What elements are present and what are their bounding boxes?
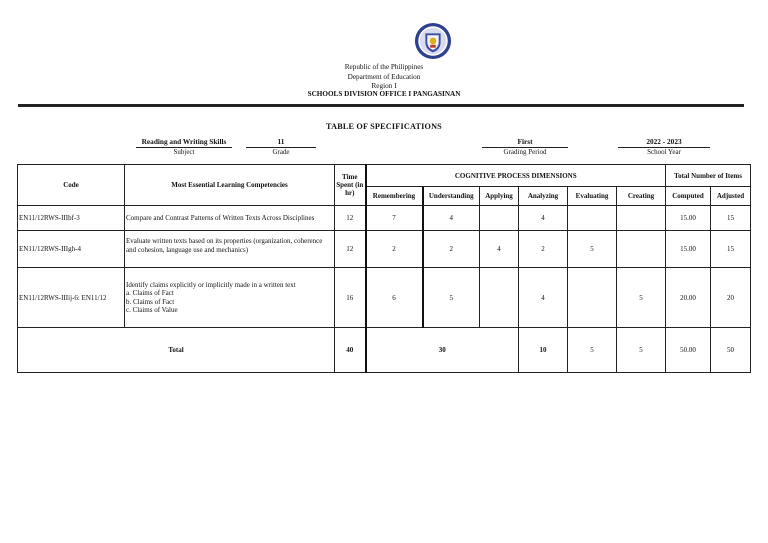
col-time: Time Spent (in hr) [335,165,366,206]
col-cognitive: COGNITIVE PROCESS DIMENSIONS [366,165,666,187]
row-computed: 15.00 [666,206,711,231]
col-analyzing: Analyzing [519,187,568,206]
row-creating: 5 [617,268,666,328]
col-understanding: Understanding [423,187,480,206]
grade-field [246,137,316,156]
total-label: Total [18,328,335,373]
year-field [618,137,710,156]
row-applying [480,206,519,231]
period-caption: Grading Period [503,148,547,156]
header-row-1 [18,165,751,187]
year-caption: School Year [647,148,681,156]
header-country: Republic of the Philippines [344,63,424,71]
competency-line: b. Claims of Fact [126,297,175,306]
row-computed: 20.00 [666,268,711,328]
col-total-items: Total Number of Items [666,165,751,187]
total-evaluating: 5 [568,328,617,373]
total-computed: 50.00 [666,328,711,373]
row-time: 16 [335,268,366,328]
row-applying: 4 [480,231,519,268]
row-time: 12 [335,206,366,231]
col-adjusted: Adjusted [711,187,751,206]
table-row [18,206,751,231]
row-creating [617,206,666,231]
row-adjusted: 20 [711,268,751,328]
competency-line: a. Claims of Fact [126,289,174,297]
table-row [18,268,751,328]
row-evaluating [568,268,617,328]
competency-line: c. Claims of Value [126,306,178,314]
header-region: Region I [371,82,397,90]
row-evaluating [568,206,617,231]
header-division: SCHOOLS DIVISION OFFICE I PANGASINAN [307,89,461,98]
row-adjusted: 15 [711,206,751,231]
row-remembering: 6 [366,268,423,328]
row-analyzing: 4 [519,206,568,231]
col-competencies: Most Essential Learning Competencies [125,165,335,206]
row-analyzing: 2 [519,231,568,268]
row-adjusted: 15 [711,231,751,268]
subject-value: Reading and Writing Skills [136,137,232,148]
col-computed: Computed [666,187,711,206]
row-remembering: 2 [366,231,423,268]
row-competency [125,268,335,328]
year-value: 2022 - 2023 [618,137,710,148]
row-code: EN11/12RWS-IIIbf-3 [18,206,125,231]
total-adjusted: 50 [711,328,751,373]
deped-seal-icon [414,22,452,60]
header-department: Department of Education [347,72,421,81]
document-title: TABLE OF SPECIFICATIONS [326,122,442,131]
header-divider [18,104,744,107]
period-value: First [482,137,568,148]
row-competency: Evaluate written texts based on its properties (organization, coherence and cohesion, language use and mechanics) [125,231,335,268]
col-evaluating: Evaluating [568,187,617,206]
col-code: Code [18,165,125,206]
col-applying: Applying [480,187,519,206]
period-field [482,137,568,156]
row-creating [617,231,666,268]
row-competency: Compare and Contrast Patterns of Written Texts Across Disciplines [125,206,335,231]
total-creating: 5 [617,328,666,373]
row-evaluating: 5 [568,231,617,268]
table-row [18,231,751,268]
specifications-table [17,164,751,373]
row-understanding: 5 [423,268,480,328]
subject-caption: Subject [173,148,195,156]
row-code: EN11/12RWS-IIIij-6: EN11/12 [18,268,125,328]
row-computed: 15.00 [666,231,711,268]
grade-caption: Grade [272,148,290,156]
subject-field [136,137,232,156]
row-understanding: 2 [423,231,480,268]
total-row [18,328,751,373]
row-analyzing: 4 [519,268,568,328]
col-creating: Creating [617,187,666,206]
row-applying [480,268,519,328]
row-time: 12 [335,231,366,268]
total-rem-und: 30 [366,328,519,373]
grade-value: 11 [246,137,316,148]
col-remembering: Remembering [366,187,423,206]
competency-line: Identify claims explicitly or implicitly made in a written text [126,280,296,289]
total-time: 40 [335,328,366,373]
total-analyzing: 10 [519,328,568,373]
row-remembering: 7 [366,206,423,231]
row-code: EN11/12RWS-IIIgh-4 [18,231,125,268]
row-understanding: 4 [423,206,480,231]
